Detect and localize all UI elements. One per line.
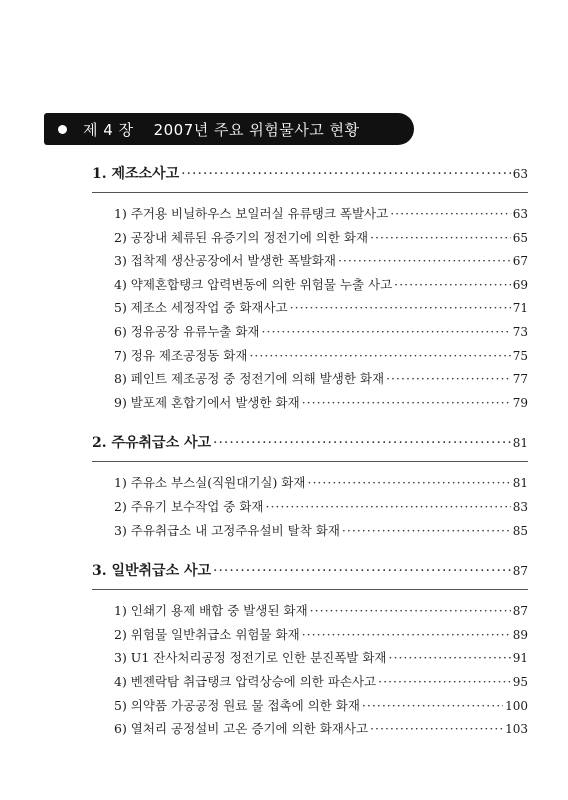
section-gap: [92, 542, 528, 558]
entry-label: 1) 인쇄기 용제 배합 중 발생된 화재: [114, 603, 308, 619]
entry-label: 5) 제조소 세정작업 중 화재사고: [114, 300, 288, 316]
section-divider: [92, 461, 528, 462]
entry-page-number: 71: [512, 301, 528, 316]
section-page-number: 81: [512, 436, 528, 451]
toc-entry[interactable]: [92, 495, 528, 519]
toc-entry[interactable]: [92, 471, 528, 495]
bullet-icon: [58, 125, 67, 134]
dot-leader: [249, 344, 510, 368]
entry-label: 3) 접착제 생산공장에서 발생한 폭발화재: [114, 253, 336, 269]
entry-page-number: 77: [512, 372, 528, 387]
entry-page-number: 89: [512, 627, 528, 642]
toc-section: [92, 161, 528, 414]
chapter-number: 제 4 장: [83, 120, 134, 139]
toc-entry[interactable]: [92, 670, 528, 694]
dot-leader: [362, 694, 503, 718]
toc-entry[interactable]: [92, 519, 528, 543]
toc-entry[interactable]: [92, 296, 528, 320]
toc-entry[interactable]: [92, 717, 528, 741]
section-gap: [92, 414, 528, 430]
toc-entry[interactable]: [92, 646, 528, 670]
entry-page-number: 73: [512, 324, 528, 339]
toc-entry[interactable]: [92, 320, 528, 344]
dot-leader: [265, 495, 510, 519]
toc-entry[interactable]: [92, 226, 528, 250]
dot-leader: [310, 599, 511, 623]
dot-leader: [390, 202, 511, 226]
chapter-title: 2007년 주요 위험물사고 현황: [153, 120, 360, 139]
dot-leader: [181, 161, 511, 187]
toc-section: [92, 430, 528, 542]
toc-section-heading[interactable]: [92, 161, 528, 187]
section-divider: [92, 192, 528, 193]
toc-section-heading[interactable]: [92, 558, 528, 584]
entry-page-number: 95: [512, 674, 528, 689]
entry-page-number: 81: [512, 476, 528, 491]
entry-label: 6) 열처리 공정설비 고온 증기에 의한 화재사고: [114, 721, 369, 737]
dot-leader: [386, 367, 511, 391]
entry-page-number: 67: [512, 254, 528, 269]
entry-page-number: 100: [505, 698, 528, 713]
table-of-contents: [92, 161, 528, 741]
section-label: 3. 일반취급소 사고: [92, 563, 212, 580]
dot-leader: [290, 296, 511, 320]
entry-label: 1) 주유소 부스실(직원대기실) 화재: [114, 475, 306, 491]
entry-page-number: 83: [512, 499, 528, 514]
entry-label: 2) 위험물 일반취급소 위험물 화재: [114, 626, 300, 642]
section-divider: [92, 589, 528, 590]
entry-label: 9) 발포제 혼합기에서 발생한 화재: [114, 394, 300, 410]
chapter-header: [44, 113, 414, 145]
entry-label: 5) 의약품 가공공정 원료 물 접촉에 의한 화재: [114, 697, 360, 713]
dot-leader: [389, 646, 511, 670]
dot-leader: [262, 320, 511, 344]
dot-leader: [307, 471, 510, 495]
entry-label: 4) 약제혼합탱크 압력변동에 의한 위험물 누출 사고: [114, 276, 393, 292]
entry-page-number: 91: [512, 651, 528, 666]
toc-entry[interactable]: [92, 694, 528, 718]
entry-label: 7) 정유 제조공정동 화재: [114, 347, 248, 363]
entry-label: 6) 정유공장 유류누출 화재: [114, 323, 260, 339]
dot-leader: [302, 391, 511, 415]
toc-entry[interactable]: [92, 249, 528, 273]
dot-leader: [394, 273, 511, 297]
entry-page-number: 69: [512, 277, 528, 292]
entry-page-number: 87: [512, 604, 528, 619]
section-label: 2. 주유취급소 사고: [92, 435, 212, 452]
dot-leader: [302, 623, 511, 647]
entry-label: 2) 주유기 보수작업 중 화재: [114, 498, 264, 514]
entry-page-number: 63: [512, 207, 528, 221]
entry-label: 3) 주유취급소 내 고정주유설비 탈착 화재: [114, 522, 340, 538]
dot-leader: [342, 519, 511, 543]
section-label: 1. 제조소사고: [92, 166, 180, 182]
section-page-number: 63: [512, 167, 528, 181]
entry-page-number: 75: [512, 348, 528, 363]
entry-page-number: 79: [512, 395, 528, 410]
toc-entry[interactable]: [92, 202, 528, 226]
dot-leader: [370, 717, 503, 741]
dot-leader: [213, 430, 511, 456]
dot-leader: [338, 249, 511, 273]
entry-label: 3) U1 잔사처리공정 정전기로 인한 분진폭발 화재: [114, 650, 387, 666]
dot-leader: [370, 226, 511, 250]
toc-section: [92, 558, 528, 741]
dot-leader: [378, 670, 511, 694]
entry-page-number: 103: [505, 722, 528, 737]
entry-label: 8) 페인트 제조공정 중 정전기에 의해 발생한 화재: [114, 371, 385, 387]
entry-label: 4) 벤젠락탐 취급탱크 압력상승에 의한 파손사고: [114, 673, 377, 689]
toc-section-heading[interactable]: [92, 430, 528, 456]
entry-page-number: 85: [512, 523, 528, 538]
toc-entry[interactable]: [92, 344, 528, 368]
section-page-number: 87: [512, 564, 528, 579]
toc-entry[interactable]: [92, 599, 528, 623]
entry-page-number: 65: [512, 230, 528, 245]
entry-label: 2) 공장내 체류된 유증기의 정전기에 의한 화재: [114, 229, 369, 245]
toc-entry[interactable]: [92, 623, 528, 647]
toc-entry[interactable]: [92, 391, 528, 415]
dot-leader: [213, 558, 511, 584]
toc-entry[interactable]: [92, 273, 528, 297]
toc-entry[interactable]: [92, 367, 528, 391]
entry-label: 1) 주거용 비닐하우스 보일러실 유류탱크 폭발사고: [114, 206, 389, 221]
